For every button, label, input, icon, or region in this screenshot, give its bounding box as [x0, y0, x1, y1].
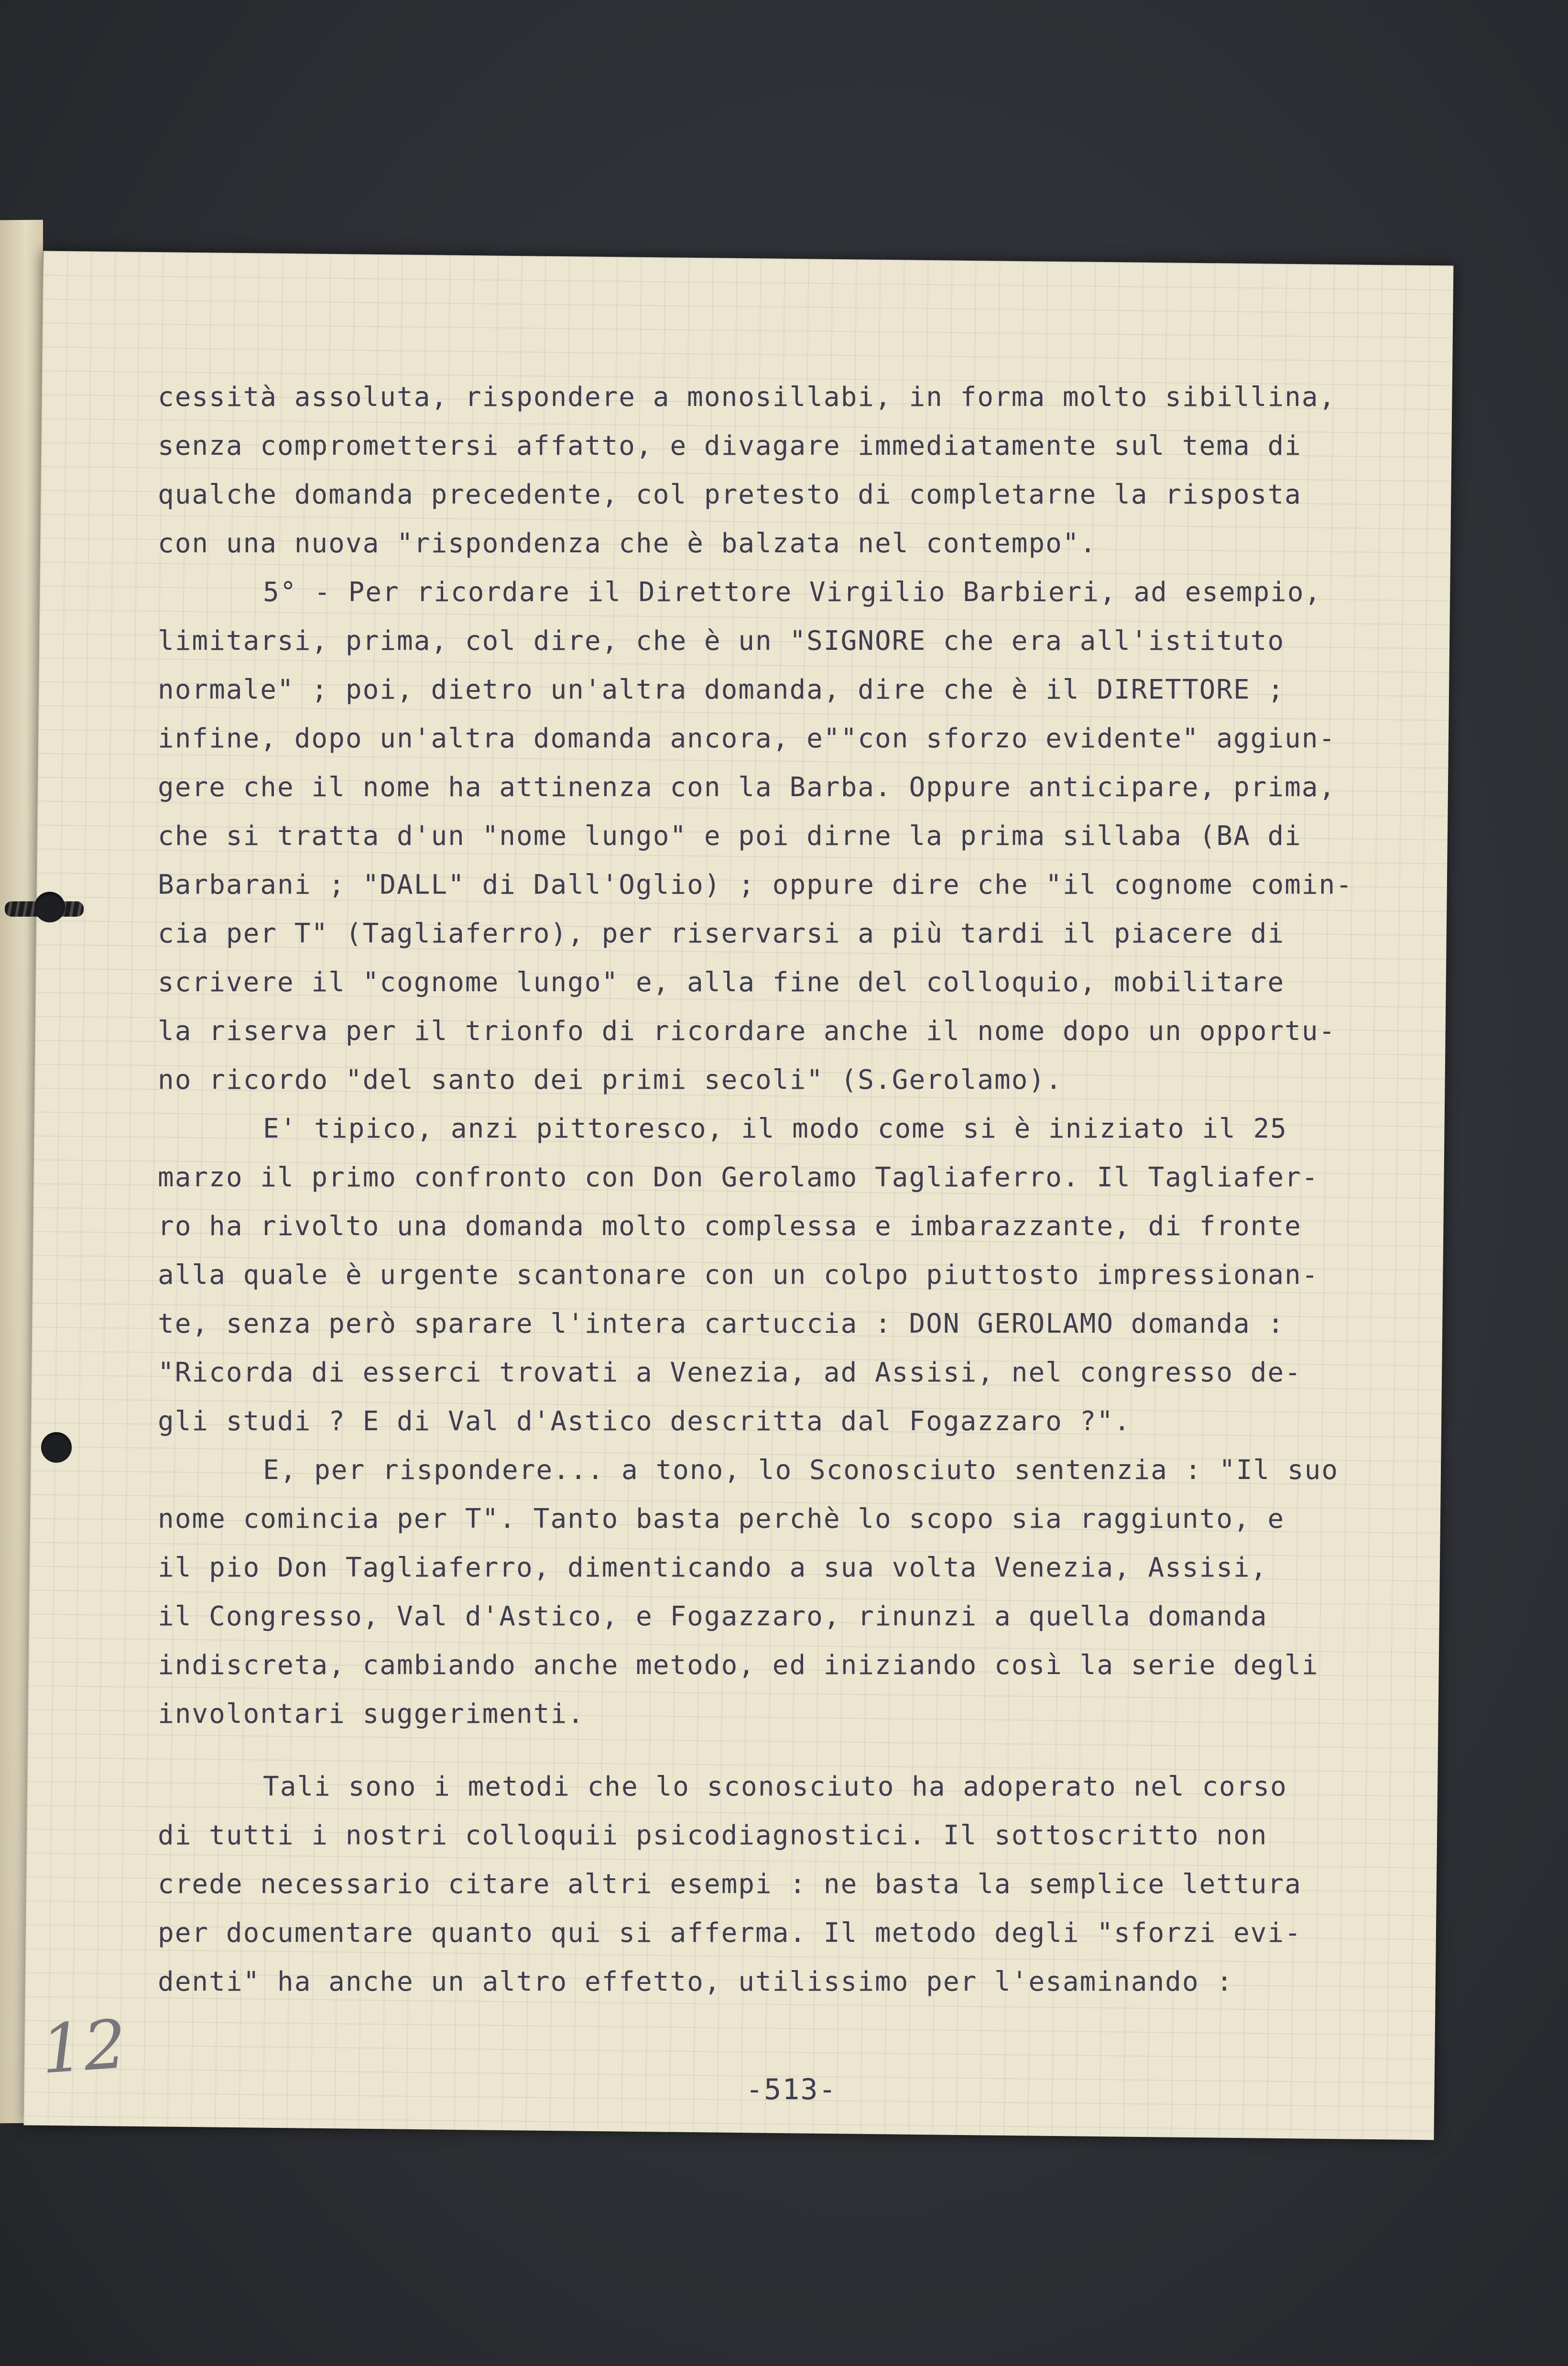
text-line: denti" ha anche un altro effetto, utilissimo per l'esaminando : [158, 1966, 1234, 1997]
text-line: Barbarani ; "DALL" di Dall'Oglio) ; oppure dire che "il cognome comin- [158, 869, 1353, 900]
text-line: E' tipico, anzi pittoresco, il modo come si è iniziato il 25 [263, 1113, 1287, 1144]
text-line: cia per T" (Tagliaferro), per riservarsi a più tardi il piacere di [158, 918, 1285, 949]
text-line: normale" ; poi, dietro un'altra domanda, dire che è il DIRETTORE ; [158, 674, 1285, 705]
text-line: no ricordo "del santo dei primi secoli" (S.Gerolamo). [158, 1064, 1063, 1095]
text-line: il Congresso, Val d'Astico, e Fogazzaro, rinunzi a quella domanda [158, 1601, 1268, 1632]
text-line: nome comincia per T". Tanto basta perchè lo scopo sia raggiunto, e [158, 1503, 1285, 1534]
text-line: senza compromettersi affatto, e divagare immediatamente sul tema di [158, 430, 1302, 461]
text-line: la riserva per il trionfo di ricordare anche il nome dopo un opportu- [158, 1016, 1336, 1047]
text-line: "Ricorda di esserci trovati a Venezia, ad Assisi, nel congresso de- [158, 1357, 1302, 1388]
typewritten-text [158, 373, 1410, 2006]
text-line: con una nuova "rispondenza che è balzata nel contempo". [158, 528, 1097, 559]
paragraph-gap [158, 1739, 1410, 1763]
text-line: Tali sono i metodi che lo sconosciuto ha adoperato nel corso [263, 1771, 1287, 1802]
text-line: infine, dopo un'altra domanda ancora, e""con sforzo evidente" aggiun- [158, 723, 1336, 754]
punch-hole-icon [41, 1432, 72, 1463]
punch-hole-icon [34, 892, 65, 922]
text-line: qualche domanda precedente, col pretesto di completarne la risposta [158, 479, 1302, 510]
text-line: per documentare quanto qui si afferma. Il metodo degli "sforzi evi- [158, 1917, 1302, 1949]
text-line: che si tratta d'un "nome lungo" e poi dirne la prima sillaba (BA di [158, 821, 1302, 852]
text-line: crede necessario citare altri esempi : ne basta la semplice lettura [158, 1869, 1302, 1900]
text-line: gere che il nome ha attinenza con la Barba. Oppure anticipare, prima, [158, 772, 1336, 803]
text-line: te, senza però sparare l'intera cartuccia : DON GEROLAMO domanda : [158, 1308, 1285, 1339]
page-number: -513- [746, 2073, 837, 2106]
text-line: limitarsi, prima, col dire, che è un "SIGNORE che era all'istituto [158, 625, 1285, 657]
text-line: ro ha rivolto una domanda molto complessa e imbarazzante, di fronte [158, 1211, 1302, 1242]
text-line: di tutti i nostri colloquii psicodiagnostici. Il sottoscritto non [158, 1820, 1268, 1851]
text-line: indiscreta, cambiando anche metodo, ed iniziando così la serie degli [158, 1650, 1319, 1681]
text-line: gli studi ? E di Val d'Astico descritta dal Fogazzaro ?". [158, 1406, 1131, 1437]
text-line: scrivere il "cognome lungo" e, alla fine del colloquio, mobilitare [158, 967, 1285, 998]
text-line: E, per rispondere... a tono, lo Sconosciuto sentenzia : "Il suo [263, 1455, 1339, 1486]
text-line: il pio Don Tagliaferro, dimenticando a sua volta Venezia, Assisi, [158, 1552, 1268, 1583]
handwritten-margin-note: 12 [38, 2005, 129, 2090]
text-line: marzo il primo confronto con Don Gerolamo Tagliaferro. Il Tagliafer- [158, 1162, 1319, 1193]
text-line: involontari suggerimenti. [158, 1698, 585, 1730]
text-line: alla quale è urgente scantonare con un colpo piuttosto impressionan- [158, 1260, 1319, 1291]
text-line: cessità assoluta, rispondere a monosillabi, in forma molto sibillina, [158, 382, 1336, 413]
text-line: 5° - Per ricordare il Direttore Virgilio Barbieri, ad esempio, [263, 577, 1322, 608]
